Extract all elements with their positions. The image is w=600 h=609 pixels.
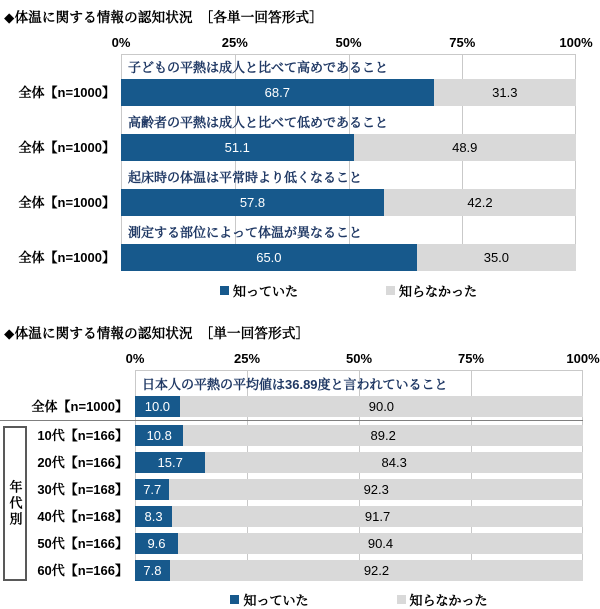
bar-row bbox=[0, 506, 600, 527]
chart2-legend bbox=[135, 590, 583, 609]
chart2-statement: 日本人の平熱の平均値は36.89度と言われていること bbox=[142, 376, 448, 392]
bar-segment-knew: 8.3 bbox=[135, 506, 172, 527]
row-label: 全体【n=1000】 bbox=[18, 195, 115, 210]
stacked-bar bbox=[135, 452, 583, 473]
bar-row bbox=[0, 244, 600, 271]
category-statement: 起床時の体温は平常時より低くなること bbox=[128, 170, 363, 185]
bar-segment-knew: 65.0 bbox=[121, 244, 417, 271]
stacked-bar bbox=[121, 244, 576, 271]
axis-tick-0: 0% bbox=[125, 351, 145, 366]
bar-row bbox=[0, 533, 600, 554]
bar-row bbox=[0, 425, 600, 446]
axis-tick-0: 0% bbox=[111, 35, 131, 50]
chart1-group bbox=[0, 54, 600, 106]
chart1-group bbox=[0, 164, 600, 216]
category-statement: 測定する部位によって体温が異なること bbox=[128, 225, 363, 240]
axis-tick-75: 75% bbox=[457, 351, 485, 366]
chart2-statement-row bbox=[0, 370, 600, 396]
legend-label-notknew: 知らなかった bbox=[399, 284, 478, 299]
axis-tick-25: 25% bbox=[221, 35, 248, 50]
bar-segment-notknew: 31.3 bbox=[434, 79, 576, 106]
label-spacer bbox=[0, 370, 135, 396]
bar-segment-notknew: 91.7 bbox=[172, 506, 583, 527]
legend-item-knew bbox=[230, 590, 308, 609]
legend-item-knew bbox=[220, 281, 298, 300]
chart1-group bbox=[0, 109, 600, 161]
bar-row bbox=[0, 79, 600, 106]
bar-segment-knew: 15.7 bbox=[135, 452, 205, 473]
bar-row bbox=[0, 189, 600, 216]
bar-row bbox=[0, 134, 600, 161]
bar-segment-notknew: 48.9 bbox=[354, 134, 577, 161]
bar-segment-notknew: 90.0 bbox=[180, 396, 583, 417]
bar-segment-notknew: 89.2 bbox=[183, 425, 583, 446]
row-label: 50代【n=166】 bbox=[37, 536, 128, 551]
overall-agegroup-separator bbox=[0, 420, 583, 421]
legend-item-notknew bbox=[386, 281, 477, 300]
chart1-x-axis bbox=[111, 35, 593, 52]
bar-row bbox=[0, 560, 600, 581]
stacked-bar bbox=[135, 560, 583, 581]
bar-segment-notknew: 35.0 bbox=[417, 244, 576, 271]
bar-row bbox=[0, 452, 600, 473]
row-label: 30代【n=168】 bbox=[37, 482, 128, 497]
axis-tick-50: 50% bbox=[345, 351, 373, 366]
legend-swatch-notknew-icon bbox=[397, 595, 406, 604]
chart2-plot-area bbox=[0, 370, 600, 581]
chart1-plot-area bbox=[0, 54, 600, 271]
bar-row bbox=[0, 396, 600, 417]
bar-segment-knew: 7.7 bbox=[135, 479, 169, 500]
bar-segment-notknew: 84.3 bbox=[205, 452, 583, 473]
category-statement: 高齢者の平熱は成人と比べて低めであること bbox=[128, 115, 389, 130]
chart1-title: ◆体温に関する情報の認知状況 ［各単一回答形式］ bbox=[4, 10, 323, 25]
axis-tick-75: 75% bbox=[449, 35, 476, 50]
axis-tick-50: 50% bbox=[335, 35, 362, 50]
chart-2 bbox=[0, 322, 600, 609]
bar-segment-knew: 10.8 bbox=[135, 425, 183, 446]
axis-tick-100: 100% bbox=[566, 351, 600, 366]
legend-item-notknew bbox=[397, 590, 488, 609]
bar-segment-notknew: 90.4 bbox=[178, 533, 583, 554]
stacked-bar bbox=[121, 79, 576, 106]
legend-label-notknew: 知らなかった bbox=[409, 593, 488, 608]
stacked-bar bbox=[135, 479, 583, 500]
legend-label-knew: 知っていた bbox=[243, 593, 309, 608]
axis-tick-100: 100% bbox=[559, 35, 593, 50]
row-label: 40代【n=168】 bbox=[37, 509, 128, 524]
age-group-bracket bbox=[3, 426, 27, 581]
row-label: 20代【n=166】 bbox=[37, 455, 128, 470]
row-label: 全体【n=1000】 bbox=[18, 140, 115, 155]
legend-label-knew: 知っていた bbox=[232, 284, 298, 299]
legend-swatch-knew-icon bbox=[230, 595, 239, 604]
bar-segment-knew: 57.8 bbox=[121, 189, 384, 216]
axis-tick-25: 25% bbox=[233, 351, 261, 366]
stacked-bar bbox=[135, 533, 583, 554]
stacked-bar bbox=[135, 425, 583, 446]
row-label: 全体【n=1000】 bbox=[18, 85, 115, 100]
chart1-group bbox=[0, 219, 600, 271]
bar-row bbox=[0, 479, 600, 500]
bar-segment-notknew: 92.2 bbox=[170, 560, 583, 581]
legend-swatch-notknew-icon bbox=[386, 286, 395, 295]
row-label: 全体【n=1000】 bbox=[18, 250, 115, 265]
chart2-title: ◆体温に関する情報の認知状況 ［単一回答形式］ bbox=[4, 326, 310, 341]
stacked-bar bbox=[121, 189, 576, 216]
bar-segment-notknew: 92.3 bbox=[169, 479, 583, 500]
legend-swatch-knew-icon bbox=[220, 286, 229, 295]
bar-segment-knew: 9.6 bbox=[135, 533, 178, 554]
stacked-bar bbox=[135, 396, 583, 417]
chart1-legend bbox=[121, 281, 576, 300]
row-label: 10代【n=166】 bbox=[37, 428, 128, 443]
bar-segment-knew: 10.0 bbox=[135, 396, 180, 417]
bar-segment-knew: 7.8 bbox=[135, 560, 170, 581]
category-statement: 子どもの平熱は成人と比べて高めであること bbox=[128, 60, 389, 75]
chart-1 bbox=[0, 6, 600, 300]
bar-segment-notknew: 42.2 bbox=[384, 189, 576, 216]
bar-segment-knew: 51.1 bbox=[121, 134, 354, 161]
stacked-bar bbox=[135, 506, 583, 527]
stacked-bar bbox=[121, 134, 576, 161]
row-label: 全体【n=1000】 bbox=[31, 399, 128, 414]
bar-segment-knew: 68.7 bbox=[121, 79, 434, 106]
chart2-overall-row bbox=[0, 396, 600, 417]
row-label: 60代【n=166】 bbox=[37, 563, 128, 578]
chart2-x-axis bbox=[125, 351, 600, 368]
age-group-bracket-label: 年代別 bbox=[7, 479, 23, 528]
